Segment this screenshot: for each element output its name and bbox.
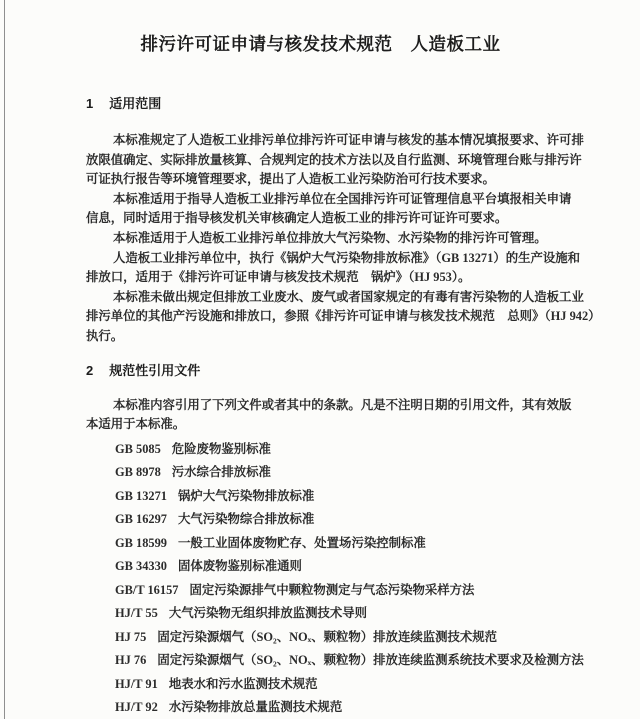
reference-code: HJ 75 bbox=[115, 629, 147, 644]
reference-code: HJ/T 92 bbox=[115, 700, 158, 715]
reference-code: HJ 76 bbox=[115, 653, 147, 668]
reference-item bbox=[86, 508, 555, 532]
section-2-number: 2 bbox=[86, 362, 94, 378]
reference-item bbox=[86, 461, 555, 485]
reference-name: 危险废物鉴别标准 bbox=[171, 441, 271, 456]
paragraph-line: 可证执行报告等环境管理要求，提出了人造板工业污染防治可行技术要求。 bbox=[86, 172, 495, 187]
paragraph-line: 本标准未做出规定但排放工业废水、废气或者国家规定的有毒有害污染物的人造板工业 bbox=[113, 289, 584, 304]
paragraph-line: 本标准规定了人造板工业排污单位排污许可证申请与核发的基本情况填报要求、许可排 bbox=[113, 133, 584, 147]
reference-list bbox=[86, 438, 584, 719]
reference-name: 固定污染源烟气（SO₂、NOₓ、颗粒物）排放连续监测系统技术要求及检测方法 bbox=[157, 653, 584, 668]
reference-name: 固定污染源排气中颗粒物测定与气态污染物采样方法 bbox=[189, 582, 475, 597]
reference-item bbox=[86, 649, 584, 673]
paragraph-line: 排放口，适用于《排污许可证申请与核发技术规范 锅炉》（HJ 953）。 bbox=[86, 270, 471, 285]
reference-name: 固体废物鉴别标准通则 bbox=[177, 559, 302, 574]
reference-item bbox=[86, 602, 555, 626]
reference-code: GB 16297 bbox=[115, 512, 167, 527]
reference-item bbox=[86, 555, 555, 579]
reference-name: 固定污染源烟气（SO₂、NOₓ、颗粒物）排放连续监测技术规范 bbox=[157, 629, 498, 644]
reference-item bbox=[86, 673, 555, 697]
reference-code: HJ/T 55 bbox=[115, 606, 158, 621]
paragraph-line: 信息，同时适用于指导核发机关审核确定人造板工业的排污许可证许可要求。 bbox=[86, 211, 508, 226]
section-1-title: 适用范围 bbox=[109, 96, 162, 111]
reference-item bbox=[86, 485, 555, 509]
reference-name: 大气污染物综合排放标准 bbox=[177, 512, 315, 527]
section-1-number: 1 bbox=[86, 96, 94, 111]
reference-name: 一般工业固体废物贮存、处置场污染控制标准 bbox=[177, 535, 426, 550]
paragraph-line: 本适用于本标准。 bbox=[86, 417, 186, 432]
document-content bbox=[86, 0, 601, 719]
paragraph-line: 本标准内容引用了下列文件或者其中的条款。凡是不注明日期的引用文件，其有效版 bbox=[113, 397, 572, 412]
paragraph-line: 执行。 bbox=[86, 328, 124, 343]
reference-code: HJ/T 91 bbox=[115, 676, 158, 691]
reference-item bbox=[86, 626, 555, 650]
reference-item bbox=[86, 579, 555, 603]
reference-item bbox=[86, 532, 555, 556]
reference-code: GB 5085 bbox=[115, 441, 161, 456]
paragraph-line: 人造板工业排污单位中，执行《锅炉大气污染物排放标准》（GB 13271）的生产设施和 bbox=[113, 250, 581, 265]
section-2-body bbox=[86, 396, 572, 435]
paragraph-line: 排污单位的其他产污设施和排放口，参照《排污许可证申请与核发技术规范 总则》（HJ 942） bbox=[86, 309, 601, 324]
reference-name: 污水综合排放标准 bbox=[171, 465, 271, 480]
document-title: 排污许可证申请与核发技术规范 人造板工业 bbox=[140, 34, 501, 54]
section-1-heading bbox=[86, 95, 555, 113]
reference-name: 地表水和污水监测技术规范 bbox=[168, 676, 318, 691]
paragraph-line: 本标准适用于指导人造板工业排污单位在全国排污许可证管理信息平台填报相关申请 bbox=[113, 191, 572, 206]
section-2-title: 规范性引用文件 bbox=[109, 362, 201, 378]
page-left-edge-line bbox=[4, 0, 5, 719]
reference-code: GB 34330 bbox=[115, 559, 167, 574]
reference-item bbox=[86, 696, 555, 719]
reference-code: GB 13271 bbox=[115, 488, 167, 503]
reference-name: 水污染物排放总量监测技术规范 bbox=[168, 700, 343, 715]
reference-name: 锅炉大气污染物排放标准 bbox=[177, 488, 315, 503]
section-1-body bbox=[86, 131, 601, 347]
section-2-heading bbox=[86, 362, 555, 380]
reference-code: GB/T 16157 bbox=[115, 582, 179, 597]
reference-item bbox=[86, 438, 555, 462]
reference-name: 大气污染物无组织排放监测技术导则 bbox=[168, 606, 368, 621]
paragraph-line: 本标准适用于人造板工业排污单位排放大气污染物、水污染物的排污许可管理。 bbox=[113, 230, 547, 245]
reference-code: GB 8978 bbox=[115, 465, 161, 480]
reference-code: GB 18599 bbox=[115, 535, 167, 550]
paragraph-line: 放限值确定、实际排放量核算、合规判定的技术方法以及自行监测、环境管理台账与排污许 bbox=[86, 152, 582, 167]
